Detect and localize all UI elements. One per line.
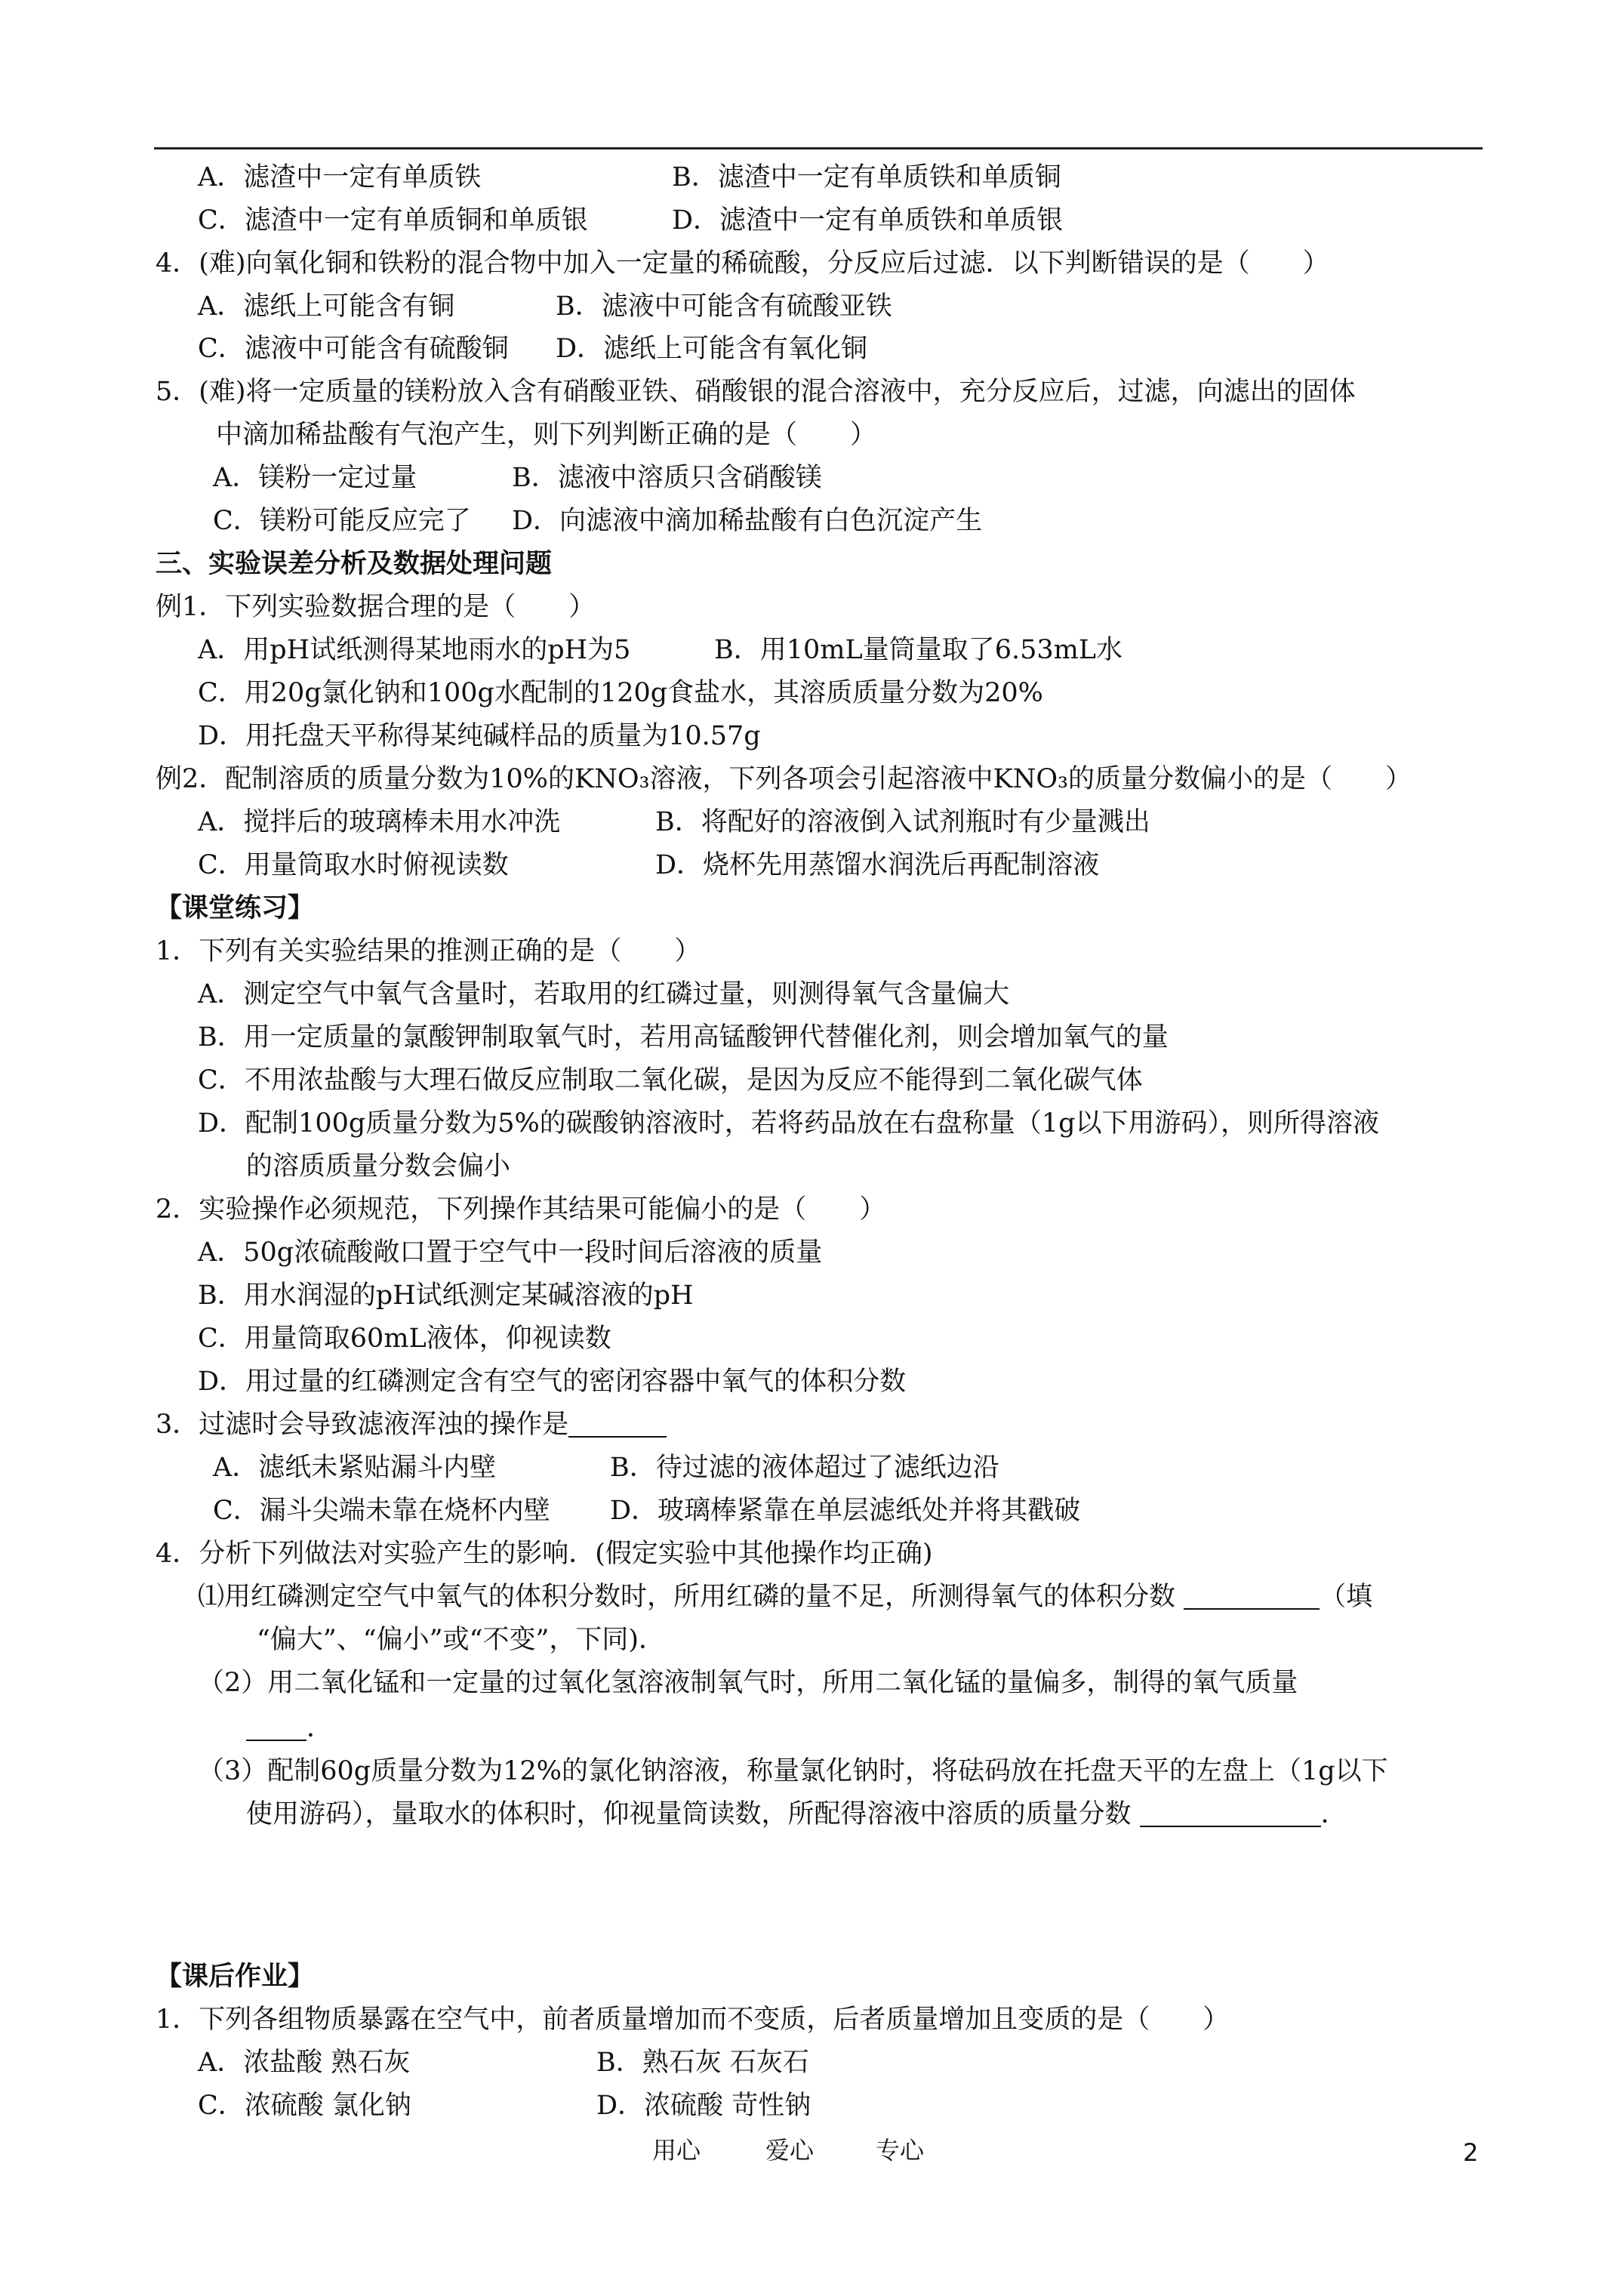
- answer-blank[interactable]: [1140, 1803, 1321, 1827]
- text-line: [156, 1539, 933, 1569]
- text-line: [198, 678, 1043, 708]
- text-line: [156, 893, 314, 923]
- text-line: [198, 162, 1061, 193]
- option-text: B．将配好的溶液倒入试剂瓶时有少量溅出: [655, 807, 1150, 837]
- text-line: [156, 1194, 885, 1225]
- line-text: 1．下列有关实验结果的推测正确的是（ ）: [156, 936, 701, 966]
- text-line: [213, 1453, 999, 1483]
- line-text-after: ．: [306, 1713, 334, 1743]
- line-text: C．不用浓盐酸与大理石做反应制取二氧化碳，是因为反应不能得到二氧化碳气体: [198, 1065, 1143, 1096]
- text-line: [198, 205, 1064, 236]
- text-line: [156, 936, 701, 966]
- line-text: ⑴用红磷测定空气中氧气的体积分数时，所用红磷的量不足，所测得氧气的体积分数: [198, 1582, 1184, 1612]
- option-text: B．滤渣中一定有单质铁和单质铜: [672, 162, 1061, 193]
- text-line: [198, 807, 1150, 837]
- line-text: 使用游码），量取水的体积时，仰视量筒读数，所配得溶液中溶质的质量分数: [246, 1799, 1140, 1829]
- text-line: [198, 1022, 1169, 1052]
- text-line: [198, 1324, 611, 1354]
- text-line: [257, 1625, 665, 1655]
- text-line: [198, 721, 761, 751]
- footer-text-3: 专心: [876, 2136, 925, 2165]
- line-text: 例2．配制溶质的质量分数为10%的KNO₃溶液，下列各项会引起溶液中KNO₃的质量分数偏小的是（ ）: [156, 764, 1412, 794]
- line-text: B．用水润湿的pH试纸测定某碱溶液的pH: [198, 1281, 694, 1311]
- line-text: C．滤液中可能含有硫酸铜: [198, 334, 509, 364]
- header-rule: [154, 147, 1483, 149]
- line-text: 例1．下列实验数据合理的是（ ）: [156, 592, 596, 622]
- line-text: C．用20g氯化钠和100g水配制的120g食盐水，其溶质质量分数为20%: [198, 678, 1043, 708]
- text-line: [198, 1756, 1388, 1786]
- text-line: [198, 1065, 1143, 1096]
- text-line: [213, 463, 822, 493]
- line-text-after: ．: [1320, 1799, 1347, 1829]
- text-line: [156, 592, 595, 622]
- line-text: A．浓盐酸 熟石灰: [198, 2048, 411, 2078]
- option-text: B．滤液中可能含有硫酸亚铁: [556, 291, 892, 322]
- text-line: [156, 1410, 667, 1440]
- text-line: [156, 377, 1356, 407]
- text-line: [156, 1962, 314, 1992]
- text-line: [213, 1496, 1081, 1526]
- line-text: 2．实验操作必须规范，下列操作其结果可能偏小的是（ ）: [156, 1194, 886, 1225]
- page-number: 2: [1463, 2138, 1479, 2167]
- line-text: A．测定空气中氧气含量时，若取用的红磷过量，则测得氧气含量偏大: [198, 979, 1010, 1009]
- line-text: 的溶质质量分数会偏小: [246, 1151, 511, 1182]
- line-text: A．50g浓硫酸敞口置于空气中一段时间后溶液的质量: [198, 1237, 823, 1268]
- line-text: D．用过量的红磷测定含有空气的密闭容器中氧气的体积分数: [198, 1367, 907, 1397]
- footer-text-2: 爱心: [765, 2136, 815, 2165]
- text-line: [198, 1367, 906, 1397]
- text-line: [156, 764, 1412, 794]
- text-line: [198, 979, 1009, 1009]
- text-line: [198, 334, 868, 364]
- option-text: D．向滤液中滴加稀盐酸有白色沉淀产生: [512, 506, 983, 536]
- text-line: [216, 420, 876, 450]
- text-line: [198, 1108, 1379, 1139]
- line-text: 4．(难)向氧化铜和铁粉的混合物中加入一定量的稀硫酸，分反应后过滤．以下判断错误的是（ ）: [156, 248, 1329, 279]
- option-text: D．滤纸上可能含有氧化铜: [556, 334, 868, 364]
- text-line: [198, 1237, 822, 1268]
- text-line: [198, 2048, 809, 2078]
- line-text: B．用一定质量的氯酸钾制取氧气时，若用高锰酸钾代替催化剂，则会增加氧气的量: [198, 1022, 1169, 1052]
- line-text: C．用量筒取水时俯视读数: [198, 850, 509, 880]
- line-text: D．配制100g质量分数为5%的碳酸钠溶液时，若将药品放在右盘称量（1g以下用游码），则所得溶液: [198, 1108, 1379, 1139]
- text-line: [246, 1713, 333, 1743]
- text-line: [156, 549, 552, 579]
- text-line: [198, 1281, 694, 1311]
- option-text: D．玻璃棒紧靠在单层滤纸处并将其戳破: [610, 1496, 1081, 1526]
- text-line: [198, 635, 1123, 665]
- text-line: [156, 2005, 1229, 2035]
- line-text: A．滤纸上可能含有铜: [198, 291, 455, 322]
- text-line: [246, 1799, 1347, 1829]
- line-text-after: （填: [1320, 1582, 1373, 1612]
- answer-blank[interactable]: [568, 1413, 667, 1438]
- line-text: 4．分析下列做法对实验产生的影响．(假定实验中其他操作均正确): [156, 1539, 933, 1569]
- line-text: 5．(难)将一定质量的镁粉放入含有硝酸亚铁、硝酸银的混合溶液中，充分反应后，过滤，向滤出的固体: [156, 377, 1356, 407]
- line-text: C．镁粉可能反应完了: [213, 506, 471, 536]
- option-text: D．浓硫酸 苛性钠: [596, 2091, 812, 2121]
- line-text: A．用pH试纸测得某地雨水的pH为5: [198, 635, 631, 665]
- line-text: C．滤渣中一定有单质铜和单质银: [198, 205, 588, 236]
- line-text: （3）配制60g质量分数为12%的氯化钠溶液，称量氯化钠时，将砝码放在托盘天平的左盘上（1g以下: [198, 1756, 1388, 1786]
- line-text: A．滤纸未紧贴漏斗内壁: [213, 1453, 497, 1483]
- answer-blank[interactable]: [246, 1717, 306, 1741]
- text-line: [198, 1668, 1298, 1698]
- line-text: C．浓硫酸 氯化钠: [198, 2091, 411, 2121]
- line-text: “偏大”、“偏小”或“不变”，下同)．: [257, 1625, 666, 1655]
- text-line: [198, 850, 1100, 880]
- line-text: 中滴加稀盐酸有气泡产生，则下列判断正确的是（ ）: [216, 420, 877, 450]
- option-text: B．待过滤的液体超过了滤纸边沿: [610, 1453, 999, 1483]
- text-line: [213, 506, 983, 536]
- option-text: D．滤渣中一定有单质铁和单质银: [672, 205, 1064, 236]
- line-text: A．搅拌后的玻璃棒未用水冲洗: [198, 807, 561, 837]
- line-text: A．镁粉一定过量: [213, 463, 417, 493]
- text-line: [198, 1582, 1372, 1612]
- option-text: B．用10mL量筒量取了6.53mL水: [714, 635, 1123, 665]
- option-text: B．滤液中溶质只含硝酸镁: [512, 463, 822, 493]
- line-text: （2）用二氧化锰和一定量的过氧化氢溶液制氧气时，所用二氧化锰的量偏多，制得的氧气质量: [198, 1668, 1298, 1698]
- line-text: 【课后作业】: [156, 1961, 315, 1992]
- answer-blank[interactable]: [1184, 1586, 1320, 1610]
- line-text: D．用托盘天平称得某纯碱样品的质量为10.57g: [198, 721, 761, 751]
- text-line: [246, 1151, 510, 1182]
- option-text: D．烧杯先用蒸馏水润洗后再配制溶液: [655, 850, 1100, 880]
- text-line: [198, 291, 892, 322]
- option-text: B．熟石灰 石灰石: [596, 2048, 809, 2078]
- text-line: [156, 248, 1329, 279]
- line-text: C．用量筒取60mL液体，仰视读数: [198, 1324, 611, 1354]
- line-text: C．漏斗尖端未靠在烧杯内壁: [213, 1496, 550, 1526]
- line-text: 1．下列各组物质暴露在空气中，前者质量增加而不变质，后者质量增加且变质的是（ ）: [156, 2005, 1230, 2035]
- line-text: 【课堂练习】: [156, 892, 315, 923]
- line-text: 3．过滤时会导致滤液浑浊的操作是: [156, 1410, 569, 1440]
- line-text: A．滤渣中一定有单质铁: [198, 162, 482, 193]
- line-text: 三、实验误差分析及数据处理问题: [156, 548, 553, 579]
- text-line: [198, 2091, 812, 2121]
- footer-text-1: 用心: [652, 2136, 701, 2165]
